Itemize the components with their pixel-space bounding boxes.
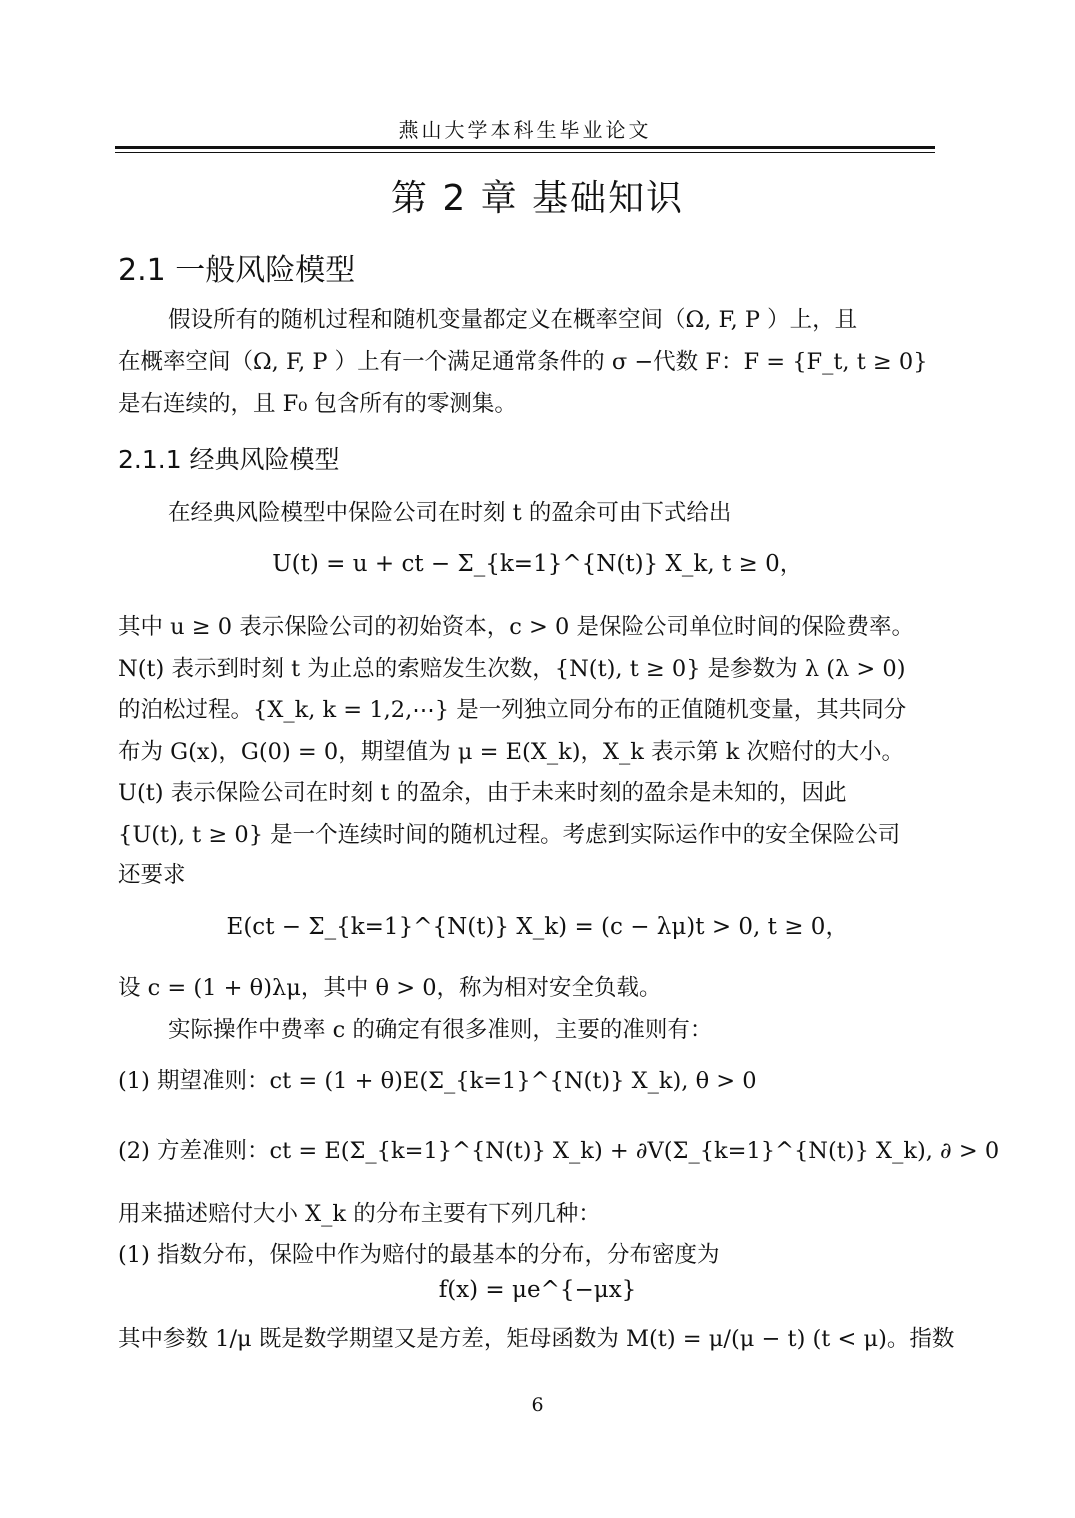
paragraph-3-line-4: 布为 G(x)，G(0) = 0，期望值为 μ = E(X_k)，X_k 表示第 k 次赔付的大小。: [118, 739, 904, 765]
paragraph-3-line-5: U(t) 表示保险公司在时刻 t 的盈余，由于未来时刻的盈余是未知的，因此: [118, 780, 847, 806]
paragraph-6-line-1: 用来描述赔付大小 X_k 的分布主要有下列几种：: [118, 1201, 601, 1227]
paragraph-1-line-1: 假设所有的随机过程和随机变量都定义在概率空间（Ω, F, P ）上，且: [168, 307, 858, 333]
subsection-title: 2.1.1 经典风险模型: [118, 445, 340, 474]
paragraph-7-line-1: 其中参数 1/μ 既是数学期望又是方差，矩母函数为 M(t) = μ/(μ − t) (t < μ)。指数: [118, 1326, 955, 1352]
equation-surplus: U(t) = u + ct − Σ_{k=1}^{N(t)} X_k, t ≥ 0，: [272, 551, 803, 577]
equation-exponential-density: f(x) = μe^{−μx}: [438, 1277, 637, 1303]
paragraph-1-line-3: 是右连续的，且 F₀ 包含所有的零测集。: [118, 391, 517, 417]
paragraph-3-line-1: 其中 u ≥ 0 表示保险公司的初始资本，c > 0 是保险公司单位时间的保险费率。: [118, 614, 914, 640]
premium-rule-variance: (2) 方差准则：ct = E(Σ_{k=1}^{N(t)} X_k) + ∂V(Σ_{k=1}^{N(t)} X_k), ∂ > 0: [118, 1138, 1000, 1164]
running-header: 燕山大学本科生毕业论文: [398, 118, 652, 142]
paragraph-3-line-2: N(t) 表示到时刻 t 为止总的索赔发生次数，{N(t), t ≥ 0} 是参数为 λ (λ > 0): [118, 656, 906, 682]
header-rule-thick: [115, 146, 935, 149]
paragraph-2-line-1: 在经典风险模型中保险公司在时刻 t 的盈余可由下式给出: [168, 500, 732, 526]
section-title: 2.1 一般风险模型: [118, 253, 356, 288]
paragraph-5-line-1: 实际操作中费率 c 的确定有很多准则，主要的准则有：: [168, 1017, 713, 1043]
paragraph-3-line-3: 的泊松过程。{X_k, k = 1,2,⋯} 是一列独立同分布的正值随机变量，其共同分: [118, 697, 907, 723]
paragraph-3-line-7: 还要求: [118, 862, 186, 888]
paragraph-3-line-6: {U(t), t ≥ 0} 是一个连续时间的随机过程。考虑到实际运作中的安全保险公司: [118, 822, 901, 848]
premium-rule-expectation: (1) 期望准则：ct = (1 + θ)E(Σ_{k=1}^{N(t)} X_k), θ > 0: [118, 1068, 757, 1094]
paragraph-1-line-2: 在概率空间（Ω, F, P ）上有一个满足通常条件的 σ −代数 F：F = {F_t, t ≥ 0}: [118, 349, 928, 375]
distribution-item-1: (1) 指数分布，保险中作为赔付的最基本的分布，分布密度为: [118, 1242, 720, 1268]
paragraph-4-line-1: 设 c = (1 + θ)λμ，其中 θ > 0，称为相对安全负载。: [118, 975, 662, 1001]
equation-safety-condition: E(ct − Σ_{k=1}^{N(t)} X_k) = (c − λμ)t > 0, t ≥ 0，: [226, 914, 849, 940]
page-number: 6: [531, 1394, 544, 1416]
chapter-title: 第 2 章 基础知识: [390, 178, 685, 219]
header-rule-thin: [115, 152, 935, 153]
